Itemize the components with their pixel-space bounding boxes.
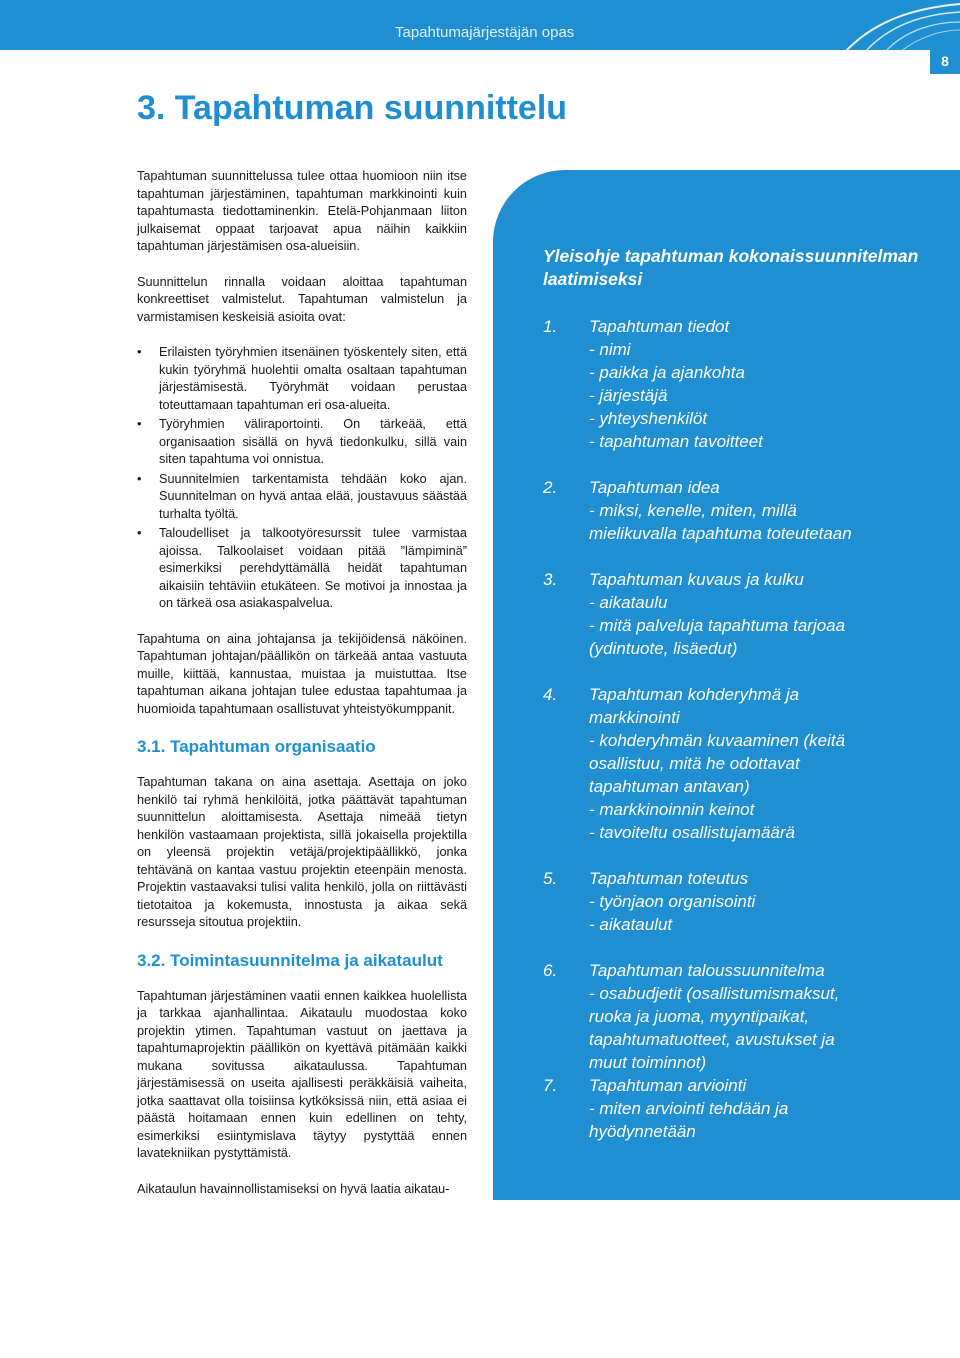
- plan-item-line: - paikka ja ajankohta: [589, 363, 745, 382]
- leadership-paragraph: Tapahtuma on aina johtajansa ja tekijöidensä näköinen. Tapahtuman johtajan/päällikön on tärkeää antaa vastuuta muille, kiittää, kannustaa, muistaa ja muistuttaa. Itse tapahtuman aikana johtajan tulee edustaa tapahtumaa ja huomioida tapahtumaan osallistuvat yhteistyökumppanit.: [137, 631, 467, 716]
- plan-list-item: [543, 959, 943, 1074]
- list-item-text: Työryhmien väliraportointi. On tärkeää, että organisaation sisällä on hyvä tiedonkulku, sillä vain siten tapahtuma voi onnistua.: [159, 417, 467, 466]
- left-column: [137, 168, 467, 1216]
- plan-item-line: markkinointi: [589, 708, 680, 727]
- schedule-continuation: Aikataulun havainnollistamiseksi on hyvä laatia aikatau-: [137, 1181, 450, 1196]
- plan-item-line: - kohderyhmän kuvaaminen (keitä: [589, 731, 846, 750]
- plan-item-line: hyödynnetään: [589, 1122, 696, 1141]
- plan-item-number: 6.: [543, 961, 558, 980]
- plan-item-line: - työnjaon organisointi: [589, 892, 756, 911]
- bullet-icon: •: [137, 345, 142, 359]
- bullet-icon: •: [137, 526, 142, 540]
- plan-item-line: Tapahtuman taloussuunnitelma: [589, 961, 825, 980]
- list-item: [137, 525, 467, 613]
- plan-item-line: (ydintuote, lisäedut): [589, 639, 738, 658]
- plan-item-line: muut toiminnot): [589, 1053, 707, 1072]
- plan-item-line: osallistuu, mitä he odottavat: [589, 754, 800, 773]
- plan-item-line: - mitä palveluja tapahtuma tarjoaa: [589, 616, 846, 635]
- plan-item-number: 4.: [543, 685, 558, 704]
- list-item-text: Taloudelliset ja talkootyöresurssit tulee varmistaa ajoissa. Talkoolaiset voidaan pitää ”lämpiminä” esimerkiksi perehdyttämällä heidät tapahtuman aikaisiin tehtäviin etukäteen. Se motivoi ja innostaa ja on tärkeä osa asiakaspalvelua.: [159, 526, 467, 610]
- organisation-paragraph: Tapahtuman takana on aina asettaja. Asettaja on joko henkilö tai ryhmä henkilöitä, jotka päättävät tapahtuman suunnittelun aloittamisesta. Asettaja nimeää tietyn henkilön vastaamaan projektista, sillä jokaisella projektilla on yleensä projektin vetäjä/projektipäällikkö, jonka tehtävänä on kantaa vastuu projektin eteenpäin menosta. Projektin vastaavaksi tulisi valita henkilö, jolla on riittävästi tietotaitoa ja kokemusta, innostusta ja aikaa sekä resursseja sitoutua projektiin.: [137, 775, 467, 929]
- plan-item-line: tapahtuman antavan): [589, 777, 750, 796]
- page-title: 3. Tapahtuman suunnittelu: [137, 89, 568, 127]
- list-item: [137, 344, 467, 414]
- plan-list-item: [543, 867, 943, 936]
- plan-item-number: 1.: [543, 317, 558, 336]
- plan-list-item: [543, 315, 943, 453]
- plan-item-line: - miten arviointi tehdään ja: [589, 1099, 789, 1118]
- header-title: Tapahtumajärjestäjän opas: [395, 24, 575, 41]
- plan-item-line: Tapahtuman tiedot: [589, 317, 730, 336]
- plan-item-line: - markkinoinnin keinot: [589, 800, 755, 819]
- plan-item-line: - aikataulut: [589, 915, 673, 934]
- plan-item-line: - yhteyshenkilöt: [589, 409, 708, 428]
- preparation-paragraph: Suunnittelun rinnalla voidaan aloittaa tapahtuman konkreettiset valmistelut. Tapahtuman valmistelun ja varmistamisen keskeisiä asioita ovat:: [137, 274, 467, 324]
- list-item: [137, 471, 467, 524]
- swoosh-decoration: [835, 0, 960, 52]
- plan-item-line: mielikuvalla tapahtuma toteutetaan: [589, 524, 852, 543]
- schedule-paragraph: Tapahtuman järjestäminen vaatii ennen kaikkea huolellista ja tarkkaa ajanhallintaa. Aikataulu muodostaa koko projektin ytimen. Tapahtuman vastuut on jaettava ja tapahtumaprojektin päällikön on kyettävä pitämään kaikki mukana sovitussa aikataulussa. Tapahtuman järjestämisessä on useita ajallisesti peräkkäisiä vaiheita, jotka saattavat olla toisiinsa kytköksissä niin, että asiaa ei päästä hoitamaan ennen kuin edellinen on tehty, esimerkiksi esiintymislava täytyy pystyttää ennen lavatekniikan pystyttämistä.: [137, 988, 467, 1160]
- page-number: 8: [930, 48, 960, 74]
- plan-item-line: Tapahtuman toteutus: [589, 869, 749, 888]
- list-item-text: Erilaisten työryhmien itsenäinen työskentely siten, että kukin työryhmä huolehtii omalta osaltaan tapahtuman järjestämisestä. Työryhmät voidaan perustaa toteuttamaan tapahtuman eri osa-alueita.: [159, 345, 467, 412]
- plan-item-line: - miksi, kenelle, miten, millä: [589, 501, 797, 520]
- plan-item-number: 3.: [543, 570, 558, 589]
- plan-item-line: - osabudjetit (osallistumismaksut,: [589, 984, 840, 1003]
- plan-item-line: - aikataulu: [589, 593, 668, 612]
- plan-item-line: Tapahtuman kuvaus ja kulku: [589, 570, 804, 589]
- plan-item-line: Tapahtuman kohderyhmä ja: [589, 685, 800, 704]
- bullet-icon: •: [137, 471, 142, 486]
- plan-item-line: Tapahtuman arviointi: [589, 1076, 747, 1095]
- info-box-title: Yleisohje tapahtuman kokonaissuunnitelman laatimiseksi: [543, 246, 919, 289]
- list-item-text: Suunnitelmien tarkentamista tehdään koko ajan. Suunnitelman on hyvä antaa elää, joustavuus säästää turhalta työltä.: [159, 471, 467, 521]
- plan-item-line: ruoka ja juoma, myyntipaikat,: [589, 1007, 810, 1026]
- preparation-list: [137, 344, 467, 613]
- plan-item-line: - järjestäjä: [589, 386, 668, 405]
- plan-list: [543, 315, 943, 1166]
- plan-list-item: [543, 1074, 943, 1143]
- list-item: [137, 416, 467, 469]
- intro-paragraph: Tapahtuman suunnittelussa tulee ottaa huomioon niin itse tapahtuman järjestäminen, tapahtuman markkinointi kuin tapahtumasta tiedottaminenkin. Etelä-Pohjanmaan liiton julkaisemat oppaat tarjoavat apua näihin kaikkiin tapahtuman järjestämisen osa-alueisiin.: [137, 169, 467, 253]
- plan-list-item: [543, 683, 943, 844]
- plan-item-line: - tavoiteltu osallistujamäärä: [589, 823, 795, 842]
- plan-item-line: - tapahtuman tavoitteet: [589, 432, 763, 451]
- bullet-icon: •: [137, 417, 142, 431]
- plan-item-number: 2.: [543, 478, 558, 497]
- section-heading-3-2: 3.2. Toimintasuunnitelma ja aikataulut: [137, 950, 443, 970]
- plan-item-line: Tapahtuman idea: [589, 478, 720, 497]
- plan-list-item: [543, 476, 943, 545]
- plan-item-line: - nimi: [589, 340, 631, 359]
- section-heading-3-1: 3.1. Tapahtuman organisaatio: [137, 737, 376, 756]
- plan-item-line: tapahtumatuotteet, avustukset ja: [589, 1030, 835, 1049]
- plan-item-number: 7.: [543, 1076, 558, 1095]
- plan-item-number: 5.: [543, 869, 558, 888]
- plan-list-item: [543, 568, 943, 660]
